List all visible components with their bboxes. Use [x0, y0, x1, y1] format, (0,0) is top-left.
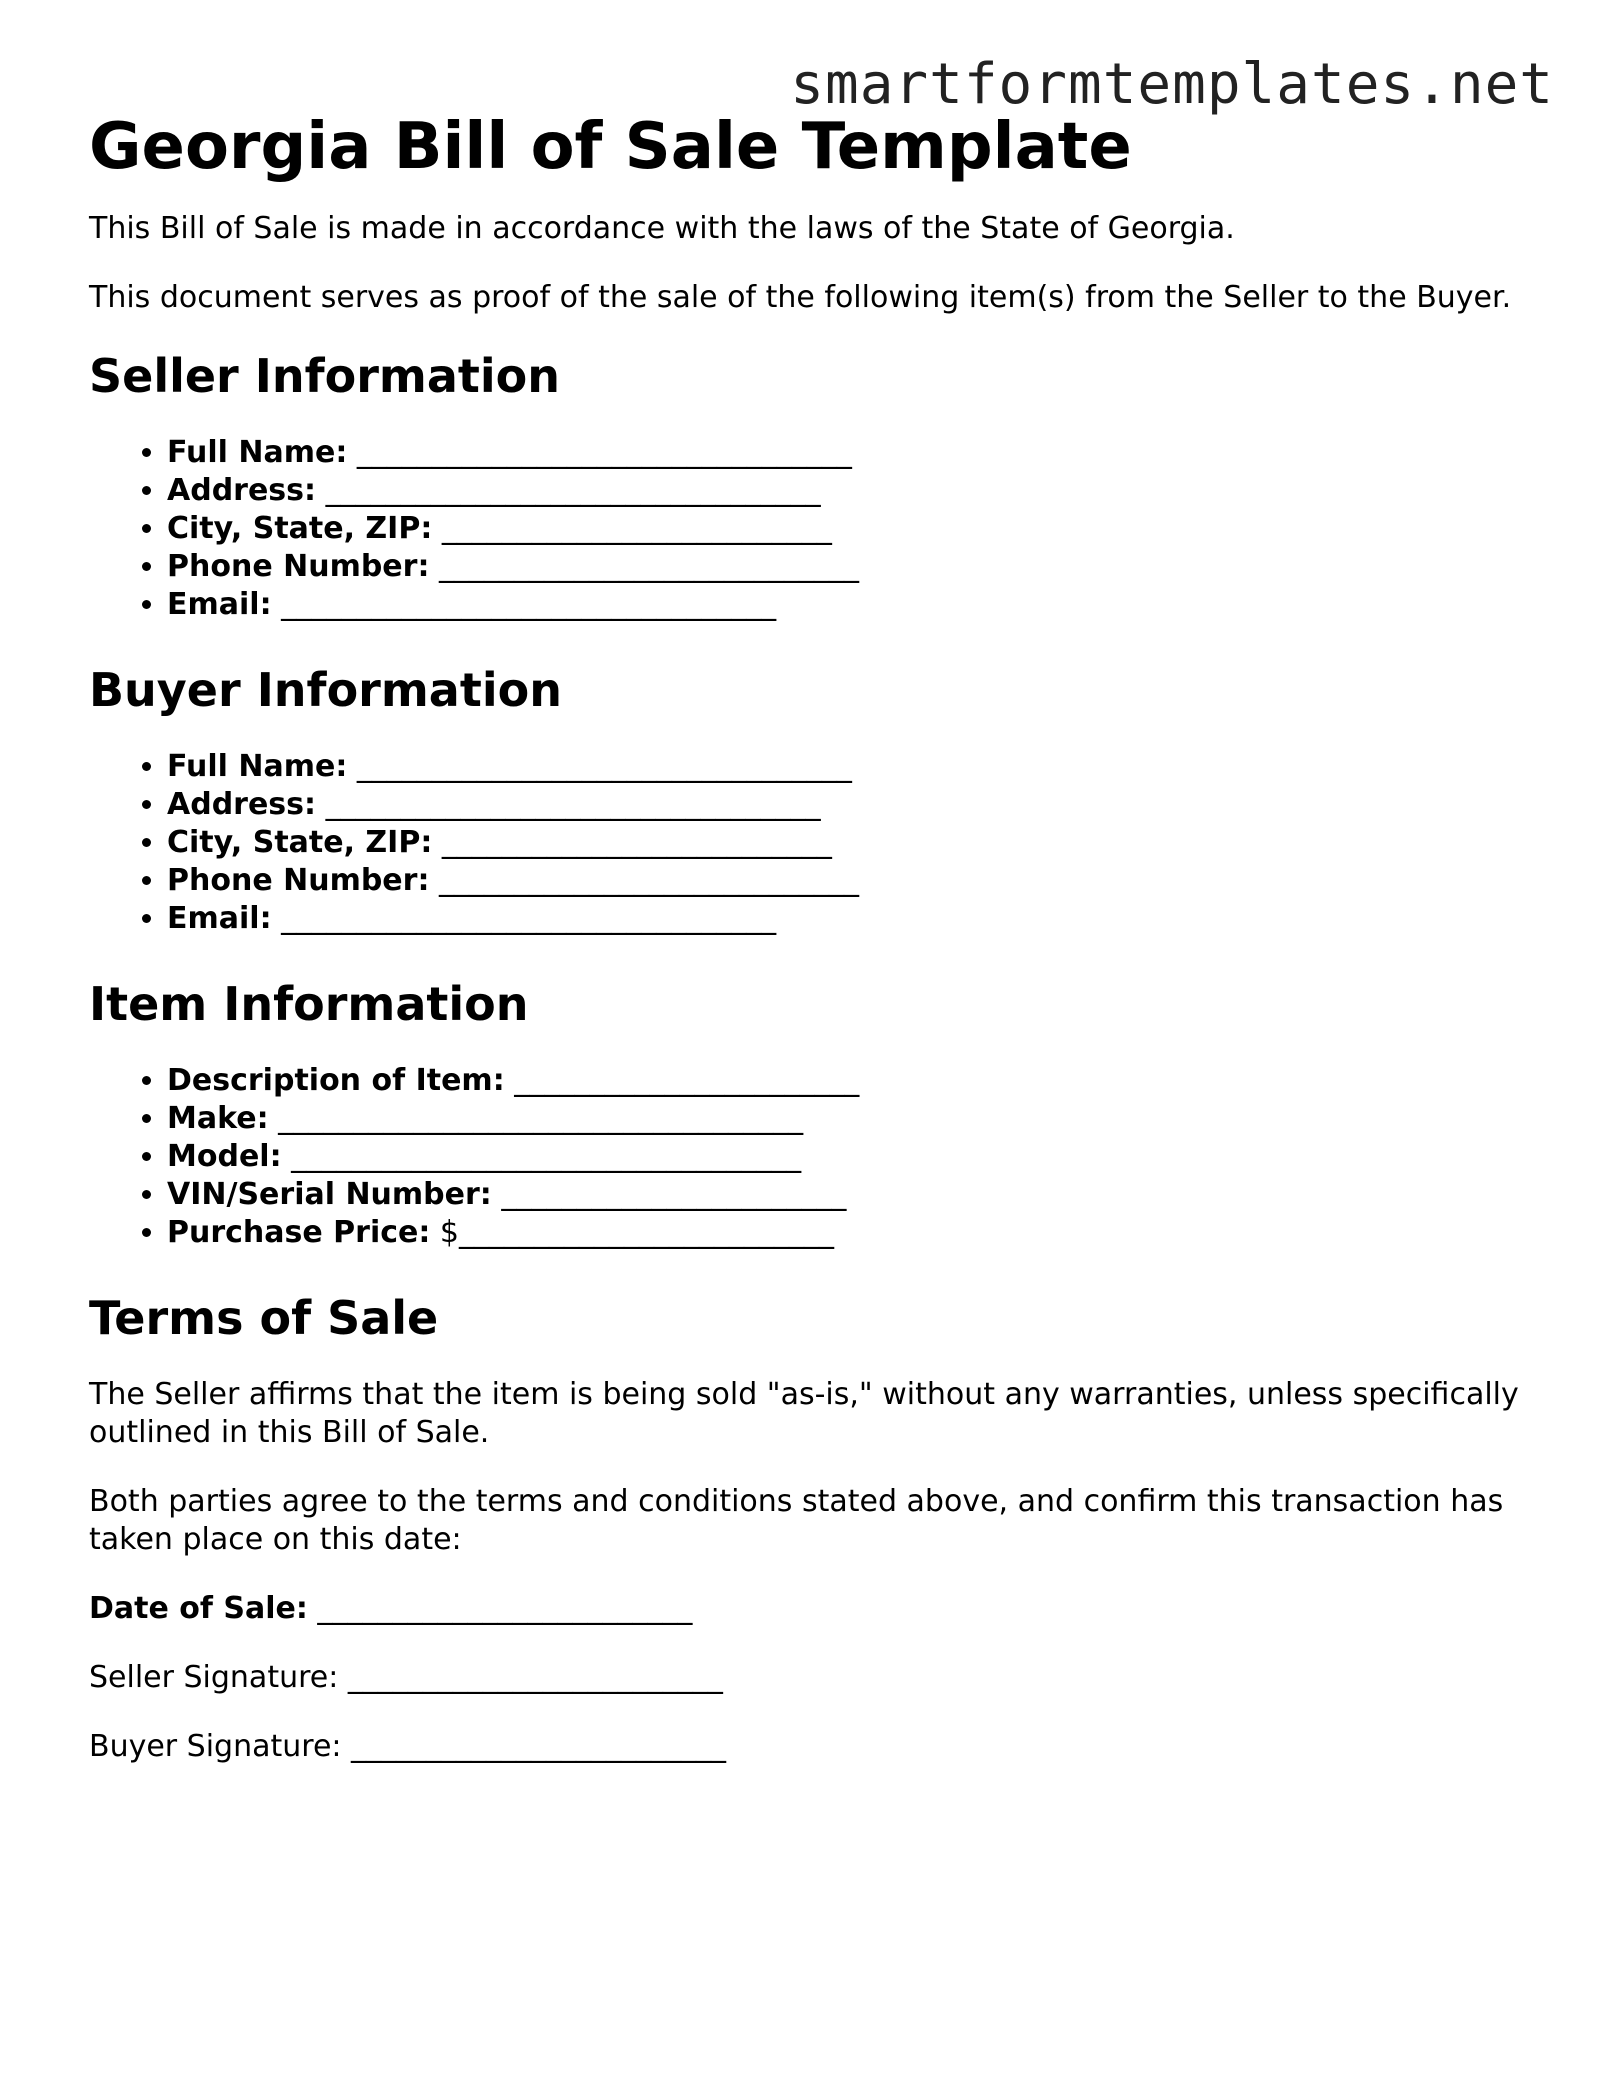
terms-paragraph-2: Both parties agree to the terms and conditions stated above, and confirm this transaction has taken place on this date: [89, 1484, 1504, 1557]
seller-full-name-field[interactable] [167, 434, 1529, 472]
date-of-sale-label: Date of Sale: [89, 1591, 308, 1626]
buyer-signature-blank[interactable]: _________________________ [341, 1729, 727, 1764]
field-blank[interactable]: ____________________________ [429, 549, 859, 584]
field-blank[interactable]: _________________________________ [347, 749, 852, 784]
intro-paragraph-2: This document serves as proof of the sale of the following item(s) from the Seller to the Buyer. [89, 280, 1512, 315]
field-blank[interactable]: __________________________________ [281, 1139, 802, 1174]
buyer-heading: Buyer Information [89, 663, 562, 717]
field-label: Phone Number: [167, 549, 430, 584]
field-label: Address: [167, 473, 317, 508]
item-model-field[interactable] [167, 1138, 1529, 1176]
page-title: Georgia Bill of Sale Template [89, 110, 1132, 184]
field-blank[interactable]: _________________________________ [347, 435, 852, 470]
intro-paragraph-1: This Bill of Sale is made in accordance with the laws of the State of Georgia. [89, 211, 1235, 246]
item-fields [89, 1062, 1529, 1252]
buyer-full-name-field[interactable] [167, 748, 1529, 786]
field-label: Email: [167, 587, 272, 622]
field-label: Full Name: [167, 435, 348, 470]
field-label: VIN/Serial Number: [167, 1177, 492, 1212]
terms-heading: Terms of Sale [89, 1291, 439, 1345]
field-label: Description of Item: [167, 1063, 505, 1098]
field-label: Address: [167, 787, 317, 822]
buyer-phone-field[interactable] [167, 862, 1529, 900]
seller-fields [89, 434, 1529, 624]
field-label: Email: [167, 901, 272, 936]
item-heading: Item Information [89, 977, 529, 1031]
field-label: Purchase Price: [167, 1215, 431, 1250]
buyer-city-state-zip-field[interactable] [167, 824, 1529, 862]
date-of-sale-field[interactable] [89, 1590, 1529, 1628]
date-of-sale-blank[interactable]: _________________________ [307, 1591, 693, 1626]
seller-signature-label: Seller Signature: [89, 1660, 339, 1695]
field-label: City, State, ZIP: [167, 511, 433, 546]
buyer-address-field[interactable] [167, 786, 1529, 824]
item-description-field[interactable] [167, 1062, 1529, 1100]
seller-phone-field[interactable] [167, 548, 1529, 586]
item-make-field[interactable] [167, 1100, 1529, 1138]
field-blank[interactable]: ___________________________________ [268, 1101, 804, 1136]
terms-paragraph-1: The Seller affirms that the item is being sold "as-is," without any warranties, unless specifically outlined in this Bill of Sale. [89, 1377, 1519, 1450]
buyer-signature-label: Buyer Signature: [89, 1729, 342, 1764]
item-vin-field[interactable] [167, 1176, 1529, 1214]
field-blank[interactable]: _________________________________ [316, 473, 821, 508]
field-label: Full Name: [167, 749, 348, 784]
field-blank[interactable]: _________________________________ [271, 901, 777, 936]
watermark: smartformtemplates.net [790, 52, 1554, 117]
document-body [89, 106, 1529, 1797]
buyer-signature-field[interactable] [89, 1728, 1529, 1766]
field-blank[interactable]: _______________________ [504, 1063, 860, 1098]
field-blank[interactable]: ____________________________ [429, 863, 859, 898]
seller-signature-field[interactable] [89, 1659, 1529, 1697]
seller-heading: Seller Information [89, 349, 561, 403]
seller-signature-blank[interactable]: _________________________ [338, 1660, 723, 1695]
field-blank[interactable]: _________________________________ [271, 587, 777, 622]
field-label: Phone Number: [167, 863, 430, 898]
seller-address-field[interactable] [167, 472, 1529, 510]
seller-email-field[interactable] [167, 586, 1529, 624]
field-label: Make: [167, 1101, 269, 1136]
buyer-email-field[interactable] [167, 900, 1529, 938]
item-price-field[interactable] [167, 1214, 1529, 1252]
field-blank[interactable]: __________________________ [432, 511, 832, 546]
buyer-fields [89, 748, 1529, 938]
field-blank[interactable]: __________________________ [432, 825, 832, 860]
field-blank[interactable]: _________________________________ [316, 787, 821, 822]
field-blank[interactable]: $_________________________ [430, 1215, 834, 1250]
seller-city-state-zip-field[interactable] [167, 510, 1529, 548]
field-label: City, State, ZIP: [167, 825, 433, 860]
field-blank[interactable]: _______________________ [491, 1177, 847, 1212]
field-label: Model: [167, 1139, 282, 1174]
